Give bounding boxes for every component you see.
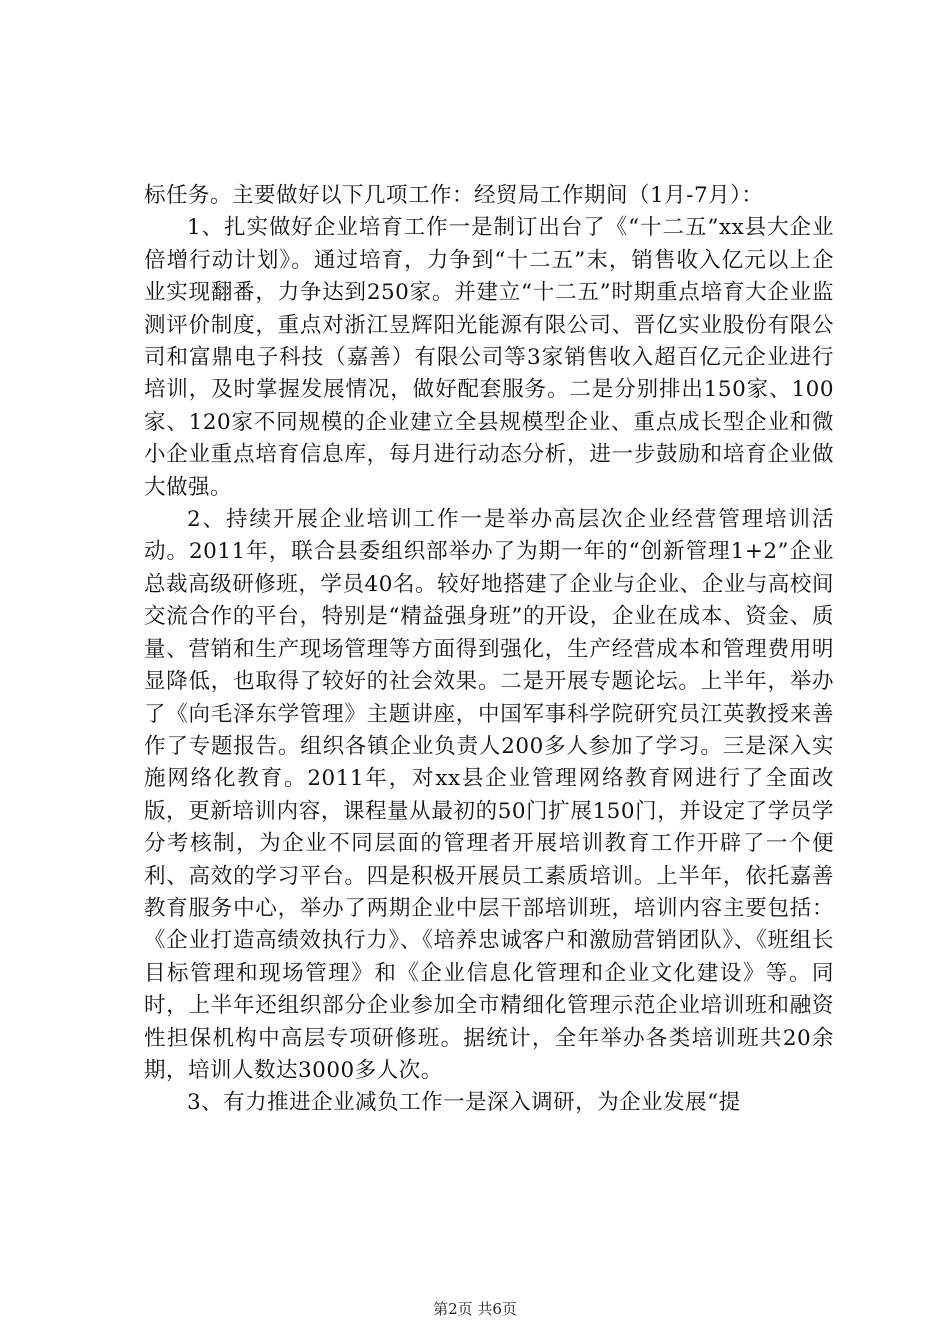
document-body <box>144 180 834 1120</box>
paragraph-continuation: 标任务。主要做好以下几项工作：经贸局工作期间（1月-7月）： <box>144 183 764 208</box>
paragraph-burden-reduction: 3、有力推进企业减负工作一是深入调研，为企业发展“提 <box>187 1090 741 1116</box>
paragraph-enterprise-cultivation: 1、扎实做好企业培育工作一是制订出台了《“十二五”xx县大企业倍增行动计划》。通过培育，力争到“十二五”末，销售收入亿元以上企业实现翻番，力争达到250家。并建立“十二五”时期重点培育大企业监测评价制度，重点对浙江昱辉阳光能源有限公司、晋亿实业股份有限公司和富鼎电子科技（嘉善）有限公司等3家销售收入超百亿元企业进行培训，及时掌握发展情况，做好配套服务。二是分别排出150家、100家、120家不同规模的企业建立全县规模型企业、重点成长型企业和微小企业重点培育信息库，每月进行动态分析，进一步鼓励和培育企业做大做强。 <box>144 215 834 500</box>
paragraph-enterprise-training: 2、持续开展企业培训工作一是举办高层次企业经营管理培训活动。2011年，联合县委组织部举办了为期一年的“创新管理1+2”企业总裁高级研修班，学员40名。较好地搭建了企业与企业、企业与高校间交流合作的平台，特别是“精益强身班”的开设，企业在成本、资金、质量、营销和生产现场管理等方面得到强化，生产经营成本和管理费用明显降低，也取得了较好的社会效果。二是开展专题论坛。上半年，举办了《向毛泽东学管理》主题讲座，中国军事科学院研究员江英教授来善作了专题报告。组织各镇企业负责人200多人参加了学习。三是深入实施网络化教育。2011年，对xx县企业管理网络教育网进行了全面改版，更新培训内容，课程量从最初的50门扩展150门，并设定了学员学分考核制，为企业不同层面的管理者开展培训教育工作开辟了一个便利、高效的学习平台。四是积极开展员工素质培训。上半年，依托嘉善教育服务中心，举办了两期企业中层干部培训班，培训内容主要包括：《企业打造高绩效执行力》、《培养忠诚客户和激励营销团队》、《班组长目标管理和现场管理》和《企业信息化管理和企业文化建设》等。同时，上半年还组织部分企业参加全市精细化管理示范企业培训班和融资性担保机构中高层专项研修班。据统计，全年举办各类培训班共20余期，培训人数达3000多人次。 <box>144 507 834 1083</box>
page-number-footer: 第2页 共6页 <box>433 1300 517 1318</box>
